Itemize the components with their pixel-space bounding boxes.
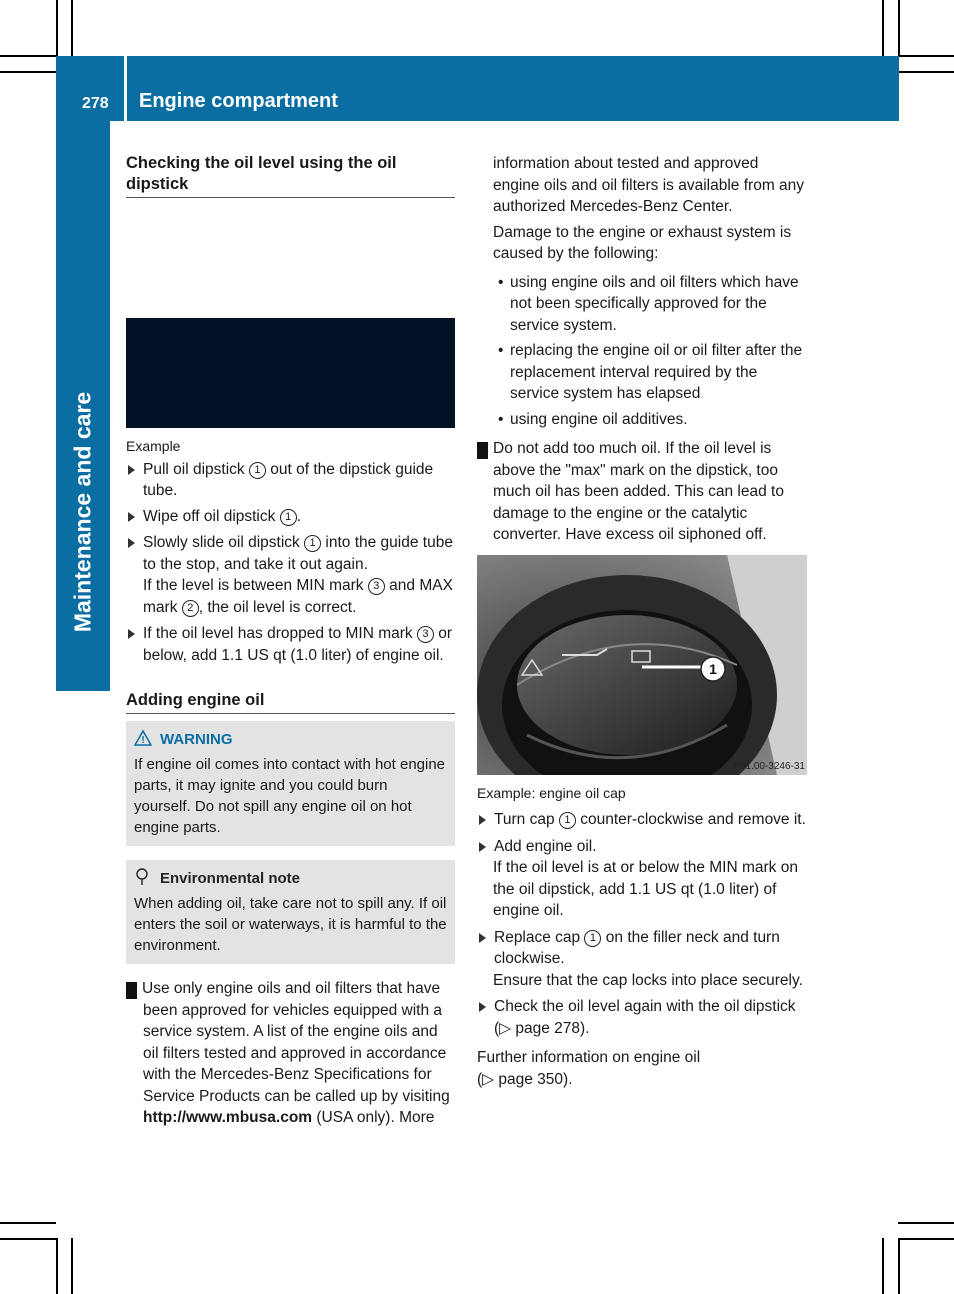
step-item: Replace cap 1 on the filler neck and turn clockwise. [477,927,808,970]
crop-mark [71,1238,73,1294]
crop-mark [71,0,73,56]
step-note: If the oil level is at or below the MIN mark on the oil dipstick, add 1.1 US qt (1.0 liter) of engine oil. [493,859,798,919]
crop-mark [898,55,954,57]
svg-text:!: ! [141,735,145,746]
step-item: Add engine oil. [477,836,808,858]
step-note: If the level is between MIN mark 3 and MAX mark 2 , the oil level is correct. [143,577,453,616]
step-note: Ensure that the cap locks into place securely. [493,971,803,989]
warning-triangle-icon [134,730,152,746]
crop-mark [898,1238,900,1294]
further-info: Further information on engine oil [477,1049,701,1066]
warning-box [126,721,455,846]
crop-mark [0,71,56,73]
leaf-icon [134,868,150,886]
environment-note-title: Environmental note [134,868,447,889]
crop-mark [898,1222,954,1224]
crop-mark [0,1238,56,1240]
step-item: If the oil level has dropped to MIN mark 3 or below, add 1.1 US qt (1.0 liter) of engine oil. [126,623,455,666]
heading-checking-oil: Checking the oil level using the oil dipstick [126,153,455,198]
crop-mark [56,0,58,56]
callout-number: 3 [417,626,434,643]
callout-number: 1 [559,812,576,829]
dipstick-image [126,198,455,428]
environment-note-box [126,860,455,964]
crop-mark [898,1238,954,1240]
oil-cap-image [477,555,807,775]
step-item: Wipe off oil dipstick 1 . [126,506,455,528]
crop-mark [882,1238,884,1294]
mbusa-link[interactable]: http://www.mbusa.com [143,1109,313,1126]
right-column [472,153,808,1090]
page-number: 278 [82,95,109,112]
list-item: • replacing the engine oil or oil filter after the replacement interval required by the service system has elapsed [493,340,808,405]
image-callout: 1 [709,660,717,677]
callout-number: 1 [249,462,266,479]
environment-note-text: When adding oil, take care not to spill any. If oil enters the soil or waterways, it is harmful to the environment. [134,895,447,954]
crop-mark [898,71,954,73]
image-caption: Example [126,438,181,454]
callout-number: 2 [182,600,199,617]
warning-text: If engine oil comes into contact with hot engine parts, it may ignite and you could burn yourself. Do not spill any engine oil on hot engine parts. [134,756,446,836]
continued-text: information about tested and approved engine oils and oil filters is available from any authorized Mercedes-Benz Center. [493,155,805,215]
crop-mark [0,55,56,57]
heading-adding-oil: Adding engine oil [126,690,455,714]
callout-number: 1 [304,535,321,552]
crop-mark [898,0,900,56]
callout-number: 1 [584,930,601,947]
callout-number: 1 [280,509,297,526]
warning-title: ! WARNING [134,729,447,750]
step-item: Turn cap 1 counter-clockwise and remove it. [477,809,808,831]
left-column [120,153,455,1129]
header-divider [124,56,127,121]
image-caption: Example: engine oil cap [477,784,626,801]
notice-paragraph: ! Use only engine oils and oil filters that have been approved for vehicles equipped with a service system. A list of the engine oils and oil filters tested and approved in accordance with the Mercedes-Benz Specifications for Service Products can be called up by visiting http://www.mbusa.com (USA only). More [120,980,450,1126]
list-item: • using engine oils and oil filters which have not been specifically approved for the service system. [493,272,808,337]
crop-mark [882,0,884,56]
crop-mark [56,1238,58,1294]
step-item: Slowly slide oil dipstick 1 into the guide tube to the stop, and take it out again. [126,532,455,575]
exclamation-icon: ! [126,982,137,999]
notice-overfill: ! Do not add too much oil. If the oil level is above the "max" mark on the dipstick, too much oil has been added. This can lead to damage to the engine or the catalytic converter. Have excess oil siphoned off. [472,440,784,543]
list-item: • using engine oil additives. [493,409,808,431]
step-item: Pull oil dipstick 1 out of the dipstick guide tube. [126,459,455,502]
step-item: Check the oil level again with the oil dipstick (▷ page 278). [477,996,808,1039]
image-reference-label: P01.00-3246-31 [733,760,805,772]
exclamation-icon: ! [477,442,488,459]
damage-intro: Damage to the engine or exhaust system is caused by the following: [493,223,792,262]
damage-list [477,272,808,431]
side-tab-label: Maintenance and care [69,391,96,633]
page-ref-link[interactable]: (▷ page 350). [477,1070,573,1088]
crop-mark [0,1222,56,1224]
callout-number: 3 [368,578,385,595]
section-title: Engine compartment [139,90,338,112]
page-ref-link[interactable]: ▷ page 278). [499,1019,590,1037]
